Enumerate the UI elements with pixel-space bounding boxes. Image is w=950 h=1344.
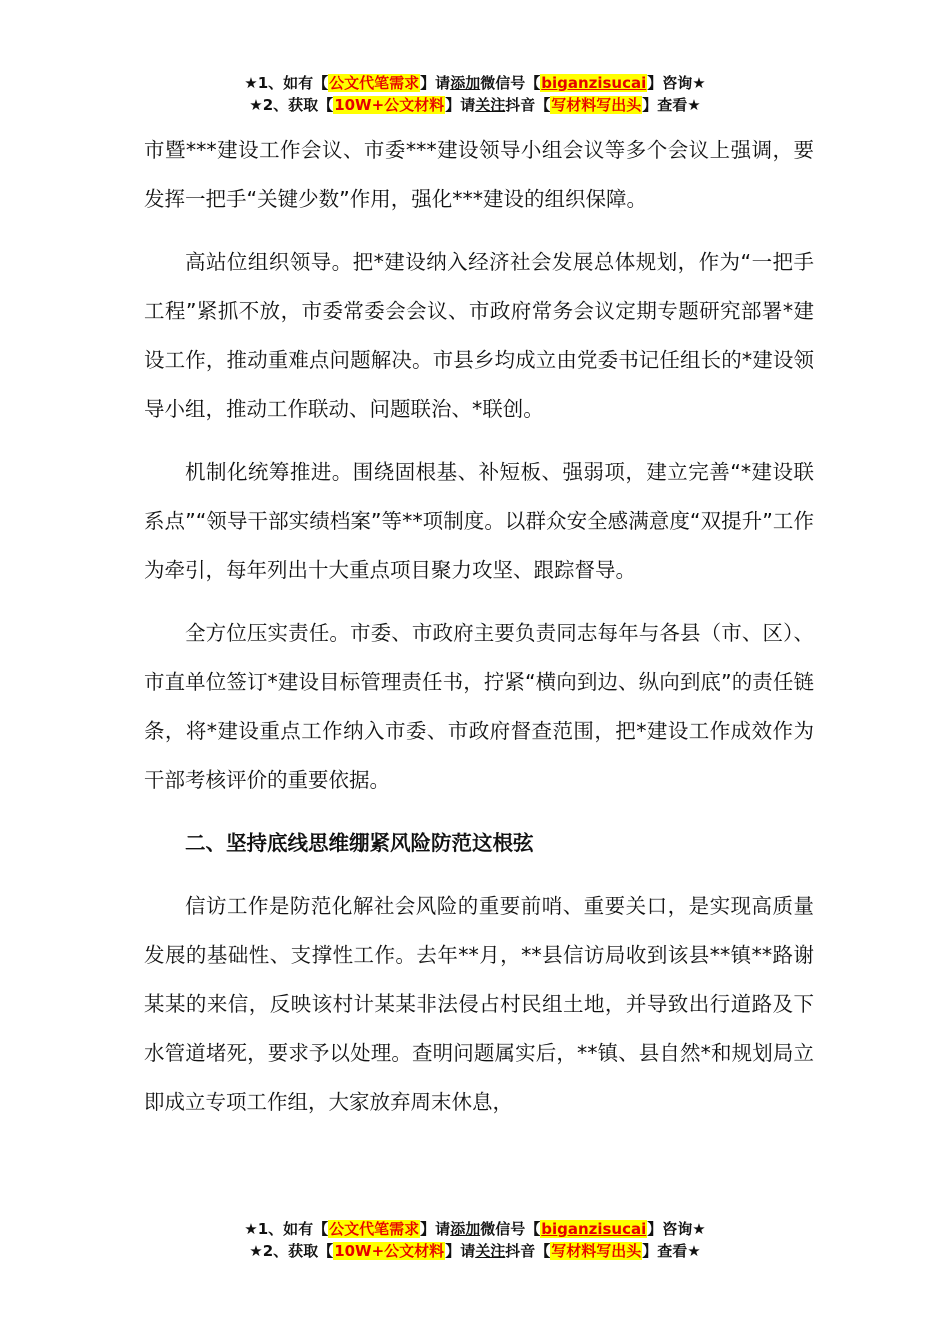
banner-text: ★1、如有【 — [244, 1220, 329, 1238]
banner-text: 】请 — [420, 1220, 451, 1238]
banner-text: 】请 — [445, 1242, 476, 1260]
banner-text: 抖音【 — [505, 1242, 551, 1260]
paragraph: 全方位压实责任。市委、市政府主要负责同志每年与各县（市、区）、市直单位签订*建设目标管理责任书，拧紧“横向到边、纵向到底”的责任链条，将*建设重点工作纳入市委、市政府督查范围，把*建设工作成效作为干部考核评价的重要依据。 — [144, 621, 814, 792]
douyin-id-highlight: 写材料写出头 — [551, 1242, 642, 1260]
underlined-text: 关注 — [475, 1242, 506, 1260]
banner-text: 微信号【 — [480, 1220, 541, 1238]
underlined-text: 关注 — [475, 96, 506, 114]
banner-text: 抖音【 — [505, 96, 551, 114]
banner-line-2 — [0, 1240, 950, 1262]
underlined-text: 添加 — [450, 1220, 481, 1238]
banner-text: ★1、如有【 — [244, 74, 329, 92]
paragraph: 机制化统筹推进。围绕固根基、补短板、强弱项，建立完善“*建设联系点”“领导干部实绩档案”等**项制度。以群众安全感满意度“双提升”工作为牵引，每年列出十大重点项目聚力攻坚、跟踪督导。 — [144, 460, 814, 582]
paragraph: 信访工作是防范化解社会风险的重要前哨、重要关口，是实现高质量发展的基础性、支撑性工作。去年**月，**县信访局收到该县**镇**路谢某某的来信，反映该村计某某非法侵占村民组土地，并导致出行道路及下水管道堵死，要求予以处理。查明问题属实后，**镇、县自然*和规划局立即成立专项工作组，大家放弃周末休息， — [144, 894, 814, 1114]
document-body — [144, 126, 814, 1127]
banner-text: ★2、获取【 — [249, 1242, 334, 1260]
banner-line-2 — [0, 94, 950, 116]
banner-text: ★2、获取【 — [249, 96, 334, 114]
banner-text: 】查看★ — [642, 96, 701, 114]
banner-text: 微信号【 — [480, 74, 541, 92]
wechat-id-highlight: biganzisucai — [541, 1220, 647, 1238]
highlight-text: 10W+公文材料 — [334, 1242, 445, 1260]
banner-line-1 — [0, 1218, 950, 1240]
paragraph: 市暨***建设工作会议、市委***建设领导小组会议等多个会议上强调，要发挥一把手“关键少数”作用，强化***建设的组织保障。 — [144, 138, 814, 211]
banner-text: 】咨询★ — [647, 74, 706, 92]
banner-line-1 — [0, 72, 950, 94]
banner-text: 】请 — [445, 96, 476, 114]
banner-text: 】请 — [420, 74, 451, 92]
banner-text: 】咨询★ — [647, 1220, 706, 1238]
paragraph: 高站位组织领导。把*建设纳入经济社会发展总体规划，作为“一把手工程”紧抓不放，市委常委会会议、市政府常务会议定期专题研究部署*建设工作，推动重难点问题解决。市县乡均成立由党委书记任组长的*建设领导小组，推动工作联动、问题联治、*联创。 — [144, 250, 814, 421]
highlight-text: 公文代笔需求 — [329, 1220, 420, 1238]
header-banner — [0, 72, 950, 116]
douyin-id-highlight: 写材料写出头 — [551, 96, 642, 114]
section-heading: 二、坚持底线思维绷紧风险防范这根弦 — [185, 831, 534, 855]
highlight-text: 公文代笔需求 — [329, 74, 420, 92]
underlined-text: 添加 — [450, 74, 481, 92]
wechat-id-highlight: biganzisucai — [541, 74, 647, 92]
banner-text: 】查看★ — [642, 1242, 701, 1260]
highlight-text: 10W+公文材料 — [334, 96, 445, 114]
footer-banner — [0, 1218, 950, 1262]
